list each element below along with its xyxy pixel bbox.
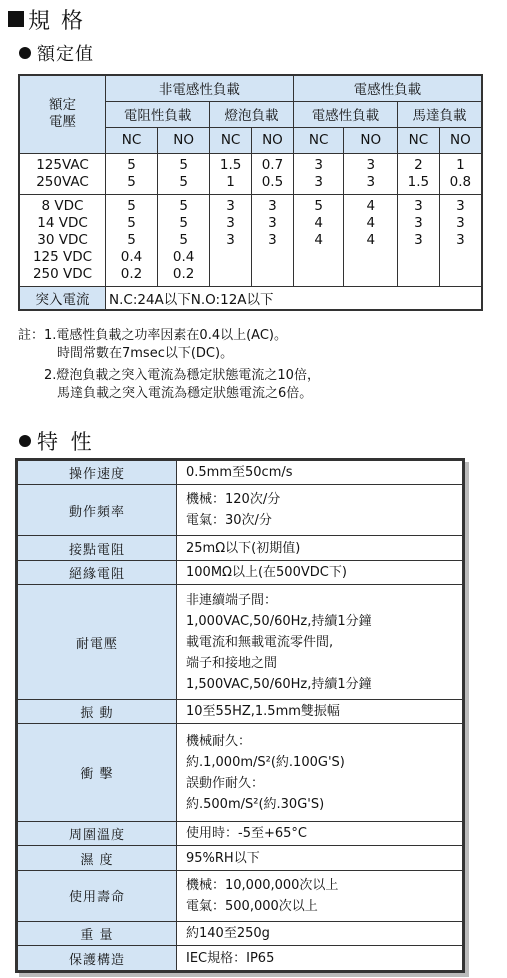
table-row: [18, 699, 463, 723]
ac-value: 3: [366, 173, 376, 190]
row-value-line: 載電流和無載電流零件間,: [186, 634, 334, 650]
row-label: 接點電阻: [18, 536, 177, 560]
dc-value: 5: [127, 231, 136, 248]
row-label: 操作速度: [18, 461, 177, 485]
dc-value-cell: [344, 194, 398, 286]
ac-voltage: 250VAC: [36, 173, 89, 190]
rated-voltage-label-2: 電壓: [49, 114, 76, 131]
table-row: [18, 585, 463, 699]
row-value: [177, 585, 463, 699]
ac-value: 1: [456, 156, 465, 173]
dc-value-cell: [106, 194, 158, 286]
table-row: [18, 822, 463, 846]
row-value: [177, 724, 463, 822]
row-value: [177, 699, 463, 723]
row-value: [177, 946, 463, 971]
dc-value: 4: [366, 214, 376, 231]
row-value: [177, 870, 463, 921]
dc-value: 3: [414, 214, 423, 231]
dc-value-cell: [210, 194, 252, 286]
dc-value: 0.4: [120, 248, 143, 265]
group-header-non-inductive: 非電感性負載: [106, 75, 294, 101]
notes: [18, 327, 320, 403]
row-value: [177, 822, 463, 846]
ac-value-cell: [293, 153, 344, 194]
table-row: [18, 921, 463, 945]
dc-value: 3: [414, 197, 423, 214]
ratings-table: [18, 74, 483, 311]
row-value: [177, 461, 463, 485]
dc-value: 5: [314, 197, 323, 214]
ac-value: 5: [127, 156, 136, 173]
ac-value-cell: [439, 153, 482, 194]
characteristics-heading-text: 特 性: [37, 430, 95, 454]
row-value-line: 25mΩ以下(初期值): [186, 540, 301, 556]
characteristics-heading: [19, 428, 95, 454]
dc-value: 3: [268, 197, 277, 214]
dc-value: 3: [414, 231, 423, 248]
bullet-icon: [19, 435, 31, 447]
table-row: [18, 536, 463, 560]
table-row: [18, 724, 463, 822]
contact-header: NC: [398, 127, 440, 153]
ac-value-cell: [344, 153, 398, 194]
rated-voltage-header: [19, 75, 106, 153]
row-value-line: 機械耐久：: [186, 733, 252, 749]
contact-header: NC: [210, 127, 252, 153]
dc-voltage: 30 VDC: [37, 231, 88, 248]
table-row: [18, 870, 463, 921]
ac-value: 5: [127, 173, 136, 190]
ac-voltage: 125VAC: [36, 156, 89, 173]
dc-value: 0.2: [172, 265, 195, 282]
ac-value: 0.7: [261, 156, 284, 173]
dc-value-cell: [439, 194, 482, 286]
dc-value: 5: [127, 214, 136, 231]
dc-value: 4: [366, 197, 376, 214]
note-2-line-1: 2.燈泡負載之突入電流為穩定狀態電流之10倍，: [44, 368, 320, 383]
row-value-line: 非連續端子間：: [186, 592, 278, 608]
dc-value: 3: [226, 214, 235, 231]
table-row: [18, 560, 463, 584]
bullet-icon: [19, 47, 31, 59]
section-title-text: 規 格: [28, 8, 85, 34]
note-1-text: 1.電感性負載之功率因素在0.4以上(AC)。: [44, 328, 287, 343]
row-label: 衝 擊: [18, 724, 177, 822]
dc-voltage: 14 VDC: [37, 214, 88, 231]
section-title: [8, 4, 85, 34]
row-value: [177, 560, 463, 584]
subgroup-header-motor: 馬達負載: [398, 101, 482, 127]
ac-value: 1.5: [407, 173, 430, 190]
characteristics-table: [15, 458, 465, 973]
row-value: [177, 921, 463, 945]
inrush-value: N.C:24A以下N.O:12A以下: [106, 286, 483, 310]
row-value-line: 電氣：500,000次以上: [186, 898, 318, 914]
dc-value: 3: [456, 214, 465, 231]
row-value-line: 約.1,000m/S²(約.100G'S): [186, 754, 345, 770]
dc-value: 3: [268, 214, 277, 231]
subgroup-header-resistive: 電阻性負載: [106, 101, 210, 127]
ac-value-cell: [106, 153, 158, 194]
ac-value-cell: [158, 153, 210, 194]
ac-value: 5: [179, 173, 188, 190]
row-label: 濕 度: [18, 846, 177, 870]
dc-value-cell: [398, 194, 440, 286]
contact-header: NO: [344, 127, 398, 153]
note-1-line-2: 時間常數在7msec以下(DC)。: [57, 346, 234, 361]
row-value-line: 1,000VAC,50/60Hz,持續1分鐘: [186, 613, 372, 629]
dc-voltage: 125 VDC: [32, 248, 93, 265]
dc-value: 5: [179, 231, 188, 248]
row-label: 保護構造: [18, 946, 177, 971]
contact-header: NC: [106, 127, 158, 153]
contact-header: NO: [439, 127, 482, 153]
ac-value: 0.5: [261, 173, 284, 190]
row-value-line: 使用時：-5至+65°C: [186, 826, 307, 842]
table-row: [18, 485, 463, 536]
dc-value: 5: [179, 214, 188, 231]
contact-header: NC: [293, 127, 344, 153]
dc-value: 0.2: [120, 265, 143, 282]
group-header-inductive: 電感性負載: [293, 75, 482, 101]
row-label: 重 量: [18, 921, 177, 945]
note-2-line-2: 馬達負載之突入電流為穩定狀態電流之6倍。: [57, 386, 313, 401]
dc-value: 3: [226, 197, 235, 214]
dc-value-cell: [252, 194, 294, 286]
ac-voltage-cell: [19, 153, 106, 194]
row-value-line: 10至55HZ,1.5mm雙振幅: [186, 703, 340, 719]
dc-value: 3: [456, 231, 465, 248]
ratings-heading: [19, 42, 94, 64]
dc-value-cell: [293, 194, 344, 286]
row-value-line: 95%RH以下: [186, 850, 260, 866]
ac-value: 1: [226, 173, 235, 190]
row-label: 耐電壓: [18, 585, 177, 699]
dc-voltage-cell: [19, 194, 106, 286]
dc-value: 3: [456, 197, 465, 214]
contact-header: NO: [252, 127, 294, 153]
row-value-line: IEC規格：IP65: [186, 950, 275, 966]
dc-value: 5: [179, 197, 188, 214]
table-row: [18, 946, 463, 971]
row-label: 使用壽命: [18, 870, 177, 921]
dc-voltage: 250 VDC: [32, 265, 93, 282]
dc-value: 0.4: [172, 248, 195, 265]
row-label: 動作頻率: [18, 485, 177, 536]
ac-value: 3: [314, 173, 323, 190]
row-value-line: 機械：120次/分: [186, 492, 281, 508]
row-label: 絕緣電阻: [18, 560, 177, 584]
table-row: [18, 461, 463, 485]
row-value-line: 約.500m/S²(約.30G'S): [186, 796, 325, 812]
dc-value-cell: [158, 194, 210, 286]
dc-voltage: 8 VDC: [41, 197, 84, 214]
table-row: [18, 846, 463, 870]
rated-voltage-label-1: 額定: [49, 97, 76, 114]
dc-value: 4: [314, 214, 323, 231]
subgroup-header-inductive: 電感性負載: [293, 101, 397, 127]
row-value-line: 100MΩ以上(在500VDC下): [186, 565, 347, 581]
row-value: [177, 536, 463, 560]
row-value-line: 端子和接地之間: [186, 655, 278, 671]
square-bullet-icon: [8, 11, 24, 27]
note-prefix: 註：: [18, 328, 45, 343]
dc-value: 3: [268, 231, 277, 248]
row-value-line: 約140至250g: [186, 926, 270, 942]
row-value-line: 電氣：30次/分: [186, 513, 272, 529]
row-value-line: 機械：10,000,000次以上: [186, 877, 339, 893]
row-value-line: 0.5mm至50cm/s: [186, 465, 293, 481]
ac-value: 2: [414, 156, 423, 173]
row-value: [177, 485, 463, 536]
ac-value: 3: [314, 156, 323, 173]
dc-value: 5: [127, 197, 136, 214]
ac-value: 3: [366, 156, 376, 173]
ac-value: 1.5: [219, 156, 242, 173]
inrush-label: 突入電流: [19, 286, 106, 310]
subgroup-header-lamp: 燈泡負載: [210, 101, 294, 127]
dc-value: 4: [314, 231, 323, 248]
dc-value: 4: [366, 231, 376, 248]
row-value-line: 1,500VAC,50/60Hz,持續1分鐘: [186, 676, 372, 692]
row-label: 周圍溫度: [18, 822, 177, 846]
row-value: [177, 846, 463, 870]
ac-value-cell: [398, 153, 440, 194]
row-value-line: 誤動作耐久：: [186, 775, 265, 791]
ac-value-cell: [210, 153, 252, 194]
ratings-heading-text: 額定值: [37, 44, 94, 65]
ac-value: 5: [179, 156, 188, 173]
row-label: 振 動: [18, 699, 177, 723]
dc-value: 3: [226, 231, 235, 248]
note-1-line-1: [18, 327, 320, 345]
contact-header: NO: [158, 127, 210, 153]
ac-value: 0.8: [449, 173, 472, 190]
ac-value-cell: [252, 153, 294, 194]
